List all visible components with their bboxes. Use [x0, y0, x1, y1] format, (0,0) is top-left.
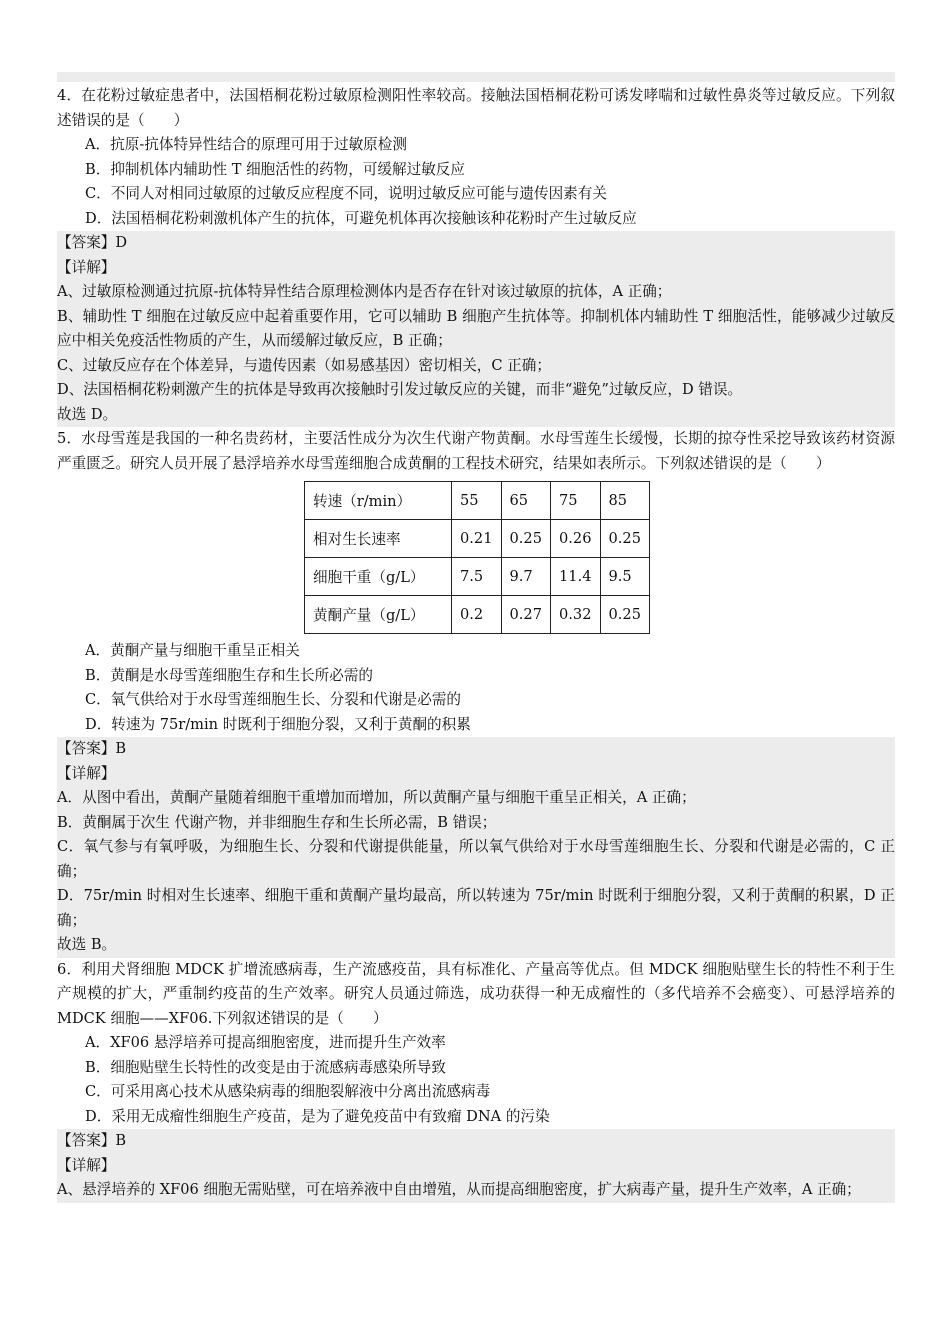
explanation-label: 【详解】 [57, 258, 116, 276]
table-row [305, 596, 650, 634]
question-5 [57, 427, 895, 958]
question-6 [57, 958, 895, 1203]
explanation-line: 故选 D。 [57, 405, 118, 423]
table-cell: 转速（r/min） [305, 482, 452, 520]
table-cell: 75 [551, 482, 601, 520]
top-shade-bar [57, 72, 895, 82]
explanation-line: B．黄酮属于次生 代谢产物，并非细胞生存和生长所必需，B 错误； [57, 813, 497, 831]
answer-block [57, 737, 895, 958]
option-d: D．转速为 75r/min 时既利于细胞分裂，又利于黄酮的积累 [85, 715, 471, 733]
answer-block [57, 231, 895, 427]
question-stem: 4．在花粉过敏症患者中，法国梧桐花粉过敏原检测阳性率较高。接触法国梧桐花粉可诱发哮喘和过敏性鼻炎等过敏反应。下列叙述错误的是（ ） [57, 87, 895, 129]
table-cell: 0.25 [501, 520, 551, 558]
explanation-line: A、悬浮培养的 XF06 细胞无需贴壁，可在培养液中自由增殖，从而提高细胞密度，扩大病毒产量，提升生产效率，A 正确； [57, 1181, 861, 1198]
explanation-line: C、过敏反应存在个体差异，与遗传因素（如易感基因）密切相关，C 正确； [57, 356, 551, 374]
answer-block [57, 1129, 895, 1203]
explanation-line: 故选 B。 [57, 936, 117, 953]
table-cell: 65 [501, 482, 551, 520]
explanation-line: D、法国梧桐花粉刺激产生的抗体是导致再次接触时引发过敏反应的关键，而非“避免”过敏反应，D 错误。 [57, 381, 743, 398]
table-cell: 0.2 [452, 596, 502, 634]
table-cell: 7.5 [452, 558, 502, 596]
table-cell: 0.27 [501, 596, 551, 634]
question-stem: 6．利用犬肾细胞 MDCK 扩增流感病毒，生产流感疫苗，具有标准化、产量高等优点。但 MDCK 细胞贴壁生长的特性不利于生产规模的扩大，严重制约疫苗的生产效率。研究人员通过筛选，成功获得一种无成瘤性的（多代培养不会癌变）、可悬浮培养的 MDCK 细胞——XF06.下列叙述错误的是（ ） [57, 960, 895, 1027]
table-cell: 0.21 [452, 520, 502, 558]
table-cell: 黄酮产量（g/L） [305, 596, 452, 634]
explanation-line: C．氧气参与有氧呼吸，为细胞生长、分裂和代谢提供能量，所以氧气供给对于水母雪莲细胞生长、分裂和代谢是必需的，C 正确； [57, 838, 895, 880]
option-b: B．细胞贴壁生长特性的改变是由于流感病毒感染所导致 [85, 1058, 446, 1076]
option-c: C．不同人对相同过敏原的过敏反应程度不同，说明过敏反应可能与遗传因素有关 [85, 185, 607, 202]
table-cell: 0.25 [600, 520, 650, 558]
answer-label: 【答案】D [57, 234, 128, 251]
answer-label: 【答案】B [57, 1132, 127, 1149]
table-row [305, 520, 650, 558]
table-cell: 55 [452, 482, 502, 520]
question-stem: 5．水母雪莲是我国的一种名贵药材，主要活性成分为次生代谢产物黄酮。水母雪莲生长缓慢，长期的掠夺性采挖导致该药材资源严重匮乏。研究人员开展了悬浮培养水母雪莲细胞合成黄酮的工程技术研究，结果如表所示。下列叙述错误的是（ ） [57, 430, 895, 472]
table-cell: 0.25 [600, 596, 650, 634]
explanation-line: A、过敏原检测通过抗原-抗体特异性结合原理检测体内是否存在针对该过敏原的抗体，A 正确； [57, 283, 672, 300]
explanation-label: 【详解】 [57, 1156, 116, 1174]
table-cell: 11.4 [551, 558, 601, 596]
question-4 [57, 84, 895, 427]
table-row [305, 558, 650, 596]
explanation-line: A．从图中看出，黄酮产量随着细胞干重增加而增加，所以黄酮产量与细胞干重呈正相关，A 正确； [57, 789, 696, 806]
table-cell: 0.32 [551, 596, 601, 634]
option-c: C．氧气供给对于水母雪莲细胞生长、分裂和代谢是必需的 [85, 691, 462, 708]
option-a: A．XF06 悬浮培养可提高细胞密度，进而提升生产效率 [85, 1034, 446, 1051]
explanation-label: 【详解】 [57, 764, 116, 782]
option-a: A．黄酮产量与细胞干重呈正相关 [85, 642, 300, 659]
document-content [57, 84, 895, 1203]
table-cell: 9.7 [501, 558, 551, 596]
data-table [304, 481, 650, 634]
option-b: B．抑制机体内辅助性 T 细胞活性的药物，可缓解过敏反应 [85, 160, 465, 178]
table-cell: 相对生长速率 [305, 520, 452, 558]
option-b: B．黄酮是水母雪莲细胞生存和生长所必需的 [85, 666, 374, 684]
explanation-line: D．75r/min 时相对生长速率、细胞干重和黄酮产量均最高，所以转速为 75r/min 时既利于细胞分裂，又利于黄酮的积累，D 正确； [57, 887, 895, 929]
table-cell: 85 [600, 482, 650, 520]
explanation-line: B、辅助性 T 细胞在过敏反应中起着重要作用，它可以辅助 B 细胞产生抗体等。抑制机体内辅助性 T 细胞活性，能够减少过敏反应中相关免疫活性物质的产生，从而缓解过敏反应，B 正确； [57, 307, 895, 349]
table-cell: 0.26 [551, 520, 601, 558]
option-c: C．可采用离心技术从感染病毒的细胞裂解液中分离出流感病毒 [85, 1083, 491, 1100]
table-row [305, 482, 650, 520]
answer-label: 【答案】B [57, 740, 127, 757]
option-a: A．抗原-抗体特异性结合的原理可用于过敏原检测 [85, 136, 407, 153]
table-cell: 9.5 [600, 558, 650, 596]
option-d: D．法国梧桐花粉刺激机体产生的抗体，可避免机体再次接触该种花粉时产生过敏反应 [85, 209, 637, 227]
table-cell: 细胞干重（g/L） [305, 558, 452, 596]
option-d: D．采用无成瘤性细胞生产疫苗，是为了避免疫苗中有致瘤 DNA 的污染 [85, 1107, 550, 1125]
